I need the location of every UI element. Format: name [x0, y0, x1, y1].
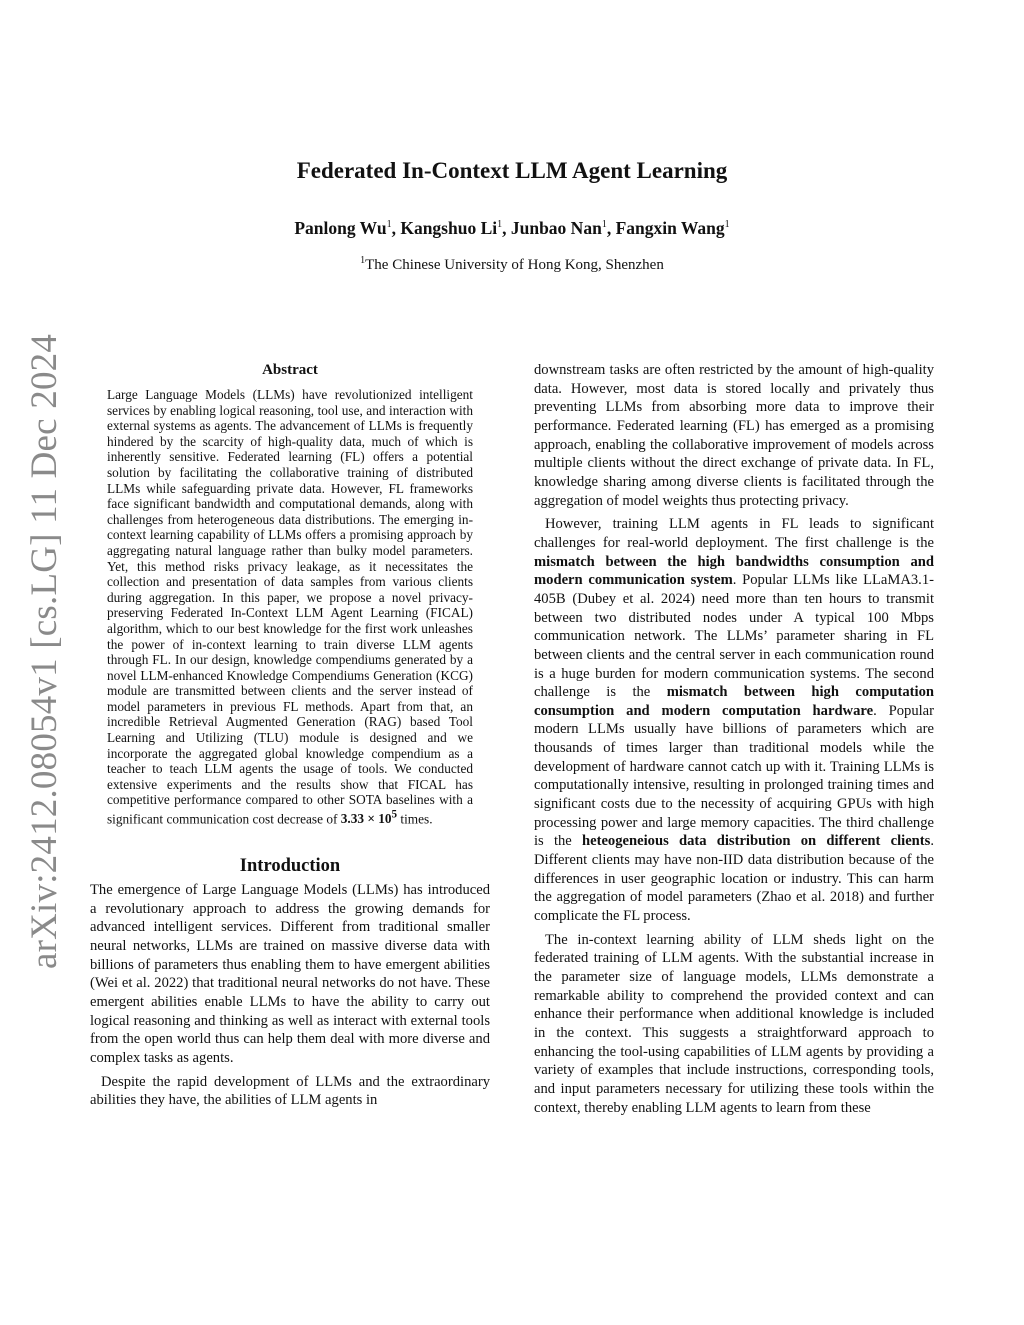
- intro-paragraph-3: [534, 515, 934, 925]
- right-column: [534, 361, 934, 1117]
- author-name: Panlong Wu: [294, 218, 387, 238]
- abstract-heading: Abstract: [262, 362, 318, 378]
- arxiv-identifier-text: arXiv:2412.08054v1 [cs.LG] 11 Dec 2024: [24, 333, 66, 969]
- author-affil-mark: 1: [724, 219, 730, 231]
- author-name: Fangxin Wang: [615, 218, 725, 238]
- p3-bold-b: mismatch between the high bandwidths consumption and modern communication system: [534, 553, 934, 589]
- author-list: Panlong Wu$^1$, Kangshuo Li$^1$, Junbao Nan$^1$, Fangxin Wang$^1$: [294, 218, 730, 238]
- author-affil-mark: 1: [386, 219, 392, 231]
- left-column: [90, 362, 490, 1110]
- abstract-body: [107, 387, 473, 827]
- arxiv-identifier-stamp: [18, 333, 72, 969]
- author-name: Junbao Nan: [510, 218, 602, 238]
- introduction-heading: Introduction: [239, 856, 341, 877]
- author-affil-mark: 1: [601, 219, 607, 231]
- author-name: Kangshuo Li: [400, 218, 498, 238]
- intro-paragraph-4: The in-context learning ability of LLM sheds light on the federated training of LLM agents. With the substantial increase in the parameter size of language models, LLMs demonstrate a remarkable ability to comprehend the provided context and can enhance their performance when additional knowledge is included in the context. This suggests a straightforward approach to enhancing the tool-using capabilities of LLM agents by providing a variety of examples that include instructions, corresponding tools, and input parameters necessary for utilizing these tools within the context, thereby enabling LLM agents to learn from these: [534, 931, 934, 1116]
- affiliation: [0, 255, 1024, 274]
- abstract-math-value: 3.33 × 10: [340, 811, 392, 827]
- paper-title: Federated In-Context LLM Agent Learning: [296, 158, 728, 183]
- intro-paragraph-2-continued: downstream tasks are often restricted by the amount of high-quality data. However, most data is stored locally and privately thus preventing LLMs from absorbing more data to improve their performance. Federated learning (FL) has emerged as a promising approach, enabling the collaborative improvement of models across multiple clients without the direct exchange of private data. In FL, knowledge sharing among diverse clients is facilitated through the aggregation of model weights thus protecting privacy.: [534, 362, 934, 509]
- p3-text-c: . Popular LLMs like LLaMA3.1-405B (Dubey et al. 2024) need more than ten hours to transmit between two distributed nodes under A typical 100 Mbps communication network. The LLMs’ parameter sharing in FL between clients and the central server in each communication round is a huge burden for modern communication systems. The second challenge is the: [534, 572, 934, 701]
- p3-bold-f: heteogeneious data distribution on different clients: [582, 833, 931, 850]
- p3-text-g: . Different clients may have non-IID data distribution because of the differences in user geographic location or industry. This can harm the aggregation of model parameters (Zhao et al. 2018) and further complicate the FL process.: [534, 833, 934, 925]
- affiliation-mark: 1: [360, 255, 366, 266]
- abstract-text-end: times.: [400, 811, 433, 827]
- affiliation-text: The Chinese University of Hong Kong, Shenzhen: [365, 257, 664, 273]
- p3-text-a: However, training LLM agents in FL leads to significant challenges for real-world deployment. The first challenge is the: [534, 516, 934, 551]
- abstract-math-exponent: 5: [391, 809, 398, 822]
- p3-bold-d: mismatch between high computation consumption and modern computation hardware: [534, 684, 934, 719]
- intro-paragraph-2-start: Despite the rapid development of LLMs and the extraordinary abilities they have, the abilities of LLM agents in: [90, 1073, 490, 1109]
- abstract-text: Large Language Models (LLMs) have revolutionized intelligent services by enabling logical reasoning, tool use, and interaction with external systems as agents. The advancement of LLMs is frequently hindered by the scarcity of high-quality data, much of which is inherently sensitive. Federated learning (FL) offers a potential solution by facilitating the collaborative training of distributed LLMs while safeguarding private data. However, FL frameworks face significant bandwidth and computational demands, along with challenges from heterogeneous data distributions. The emerging in-context learning capability of LLMs offers a promising approach by aggregating natural language rather than bulky model parameters. Yet, this method risks privacy leakage, as it necessitates the collection and presentation of data samples from various clients during aggregation. In this paper, we propose a novel privacy-preserving Federated In-Context LLM Agent Learning (FICAL) algorithm, which to our best knowledge for the first work unleashes the power of in-context learning to train diverse LLM agents through FL. In our design, knowledge compendiums generated by a novel LLM-enhanced Knowledge Compendiums Generation (KCG) module are transmitted between clients and the server instead of model parameters in previous FL methods. Apart from that, an incredible Retrieval Augmented Generation (RAG) based Tool Learning and Utilizing (TLU) module is designed and we incorporate the aggregated global knowledge compendium as a teacher to teach LLM agents the usage of tools. We conducted extensive experiments and the results show that FICAL has competitive performance compared to other SOTA baselines with a significant communication cost decrease of: [107, 387, 473, 827]
- p3-text-e: . Popular modern LLMs usually have billions of parameters which are thousands of times larger than traditional models while the development of hardware cannot catch up with it. Training LLMs is computationally intensive, resulting in prolonged training times and significant costs due to the necessity of acquiring GPUs with high processing power and large memory capacities. The third challenge is the: [534, 702, 935, 850]
- abstract-math: [341, 811, 397, 826]
- author-affil-mark: 1: [497, 219, 503, 231]
- intro-paragraph-1: The emergence of Large Language Models (LLMs) has introduced a revolutionary approach to address the growing demands for advanced intelligent services. Different from traditional smaller neural networks, LLMs are trained on massive diverse data with billions of parameters thus enabling them to have emergent abilities (Wei et al. 2022) that traditional neural networks do not have. These emergent abilities enable LLMs to have the ability to carry out logical reasoning and thinking as well as interact with external tools from the open world thus can help them deal with more diverse and complex tasks as agents.: [90, 882, 490, 1066]
